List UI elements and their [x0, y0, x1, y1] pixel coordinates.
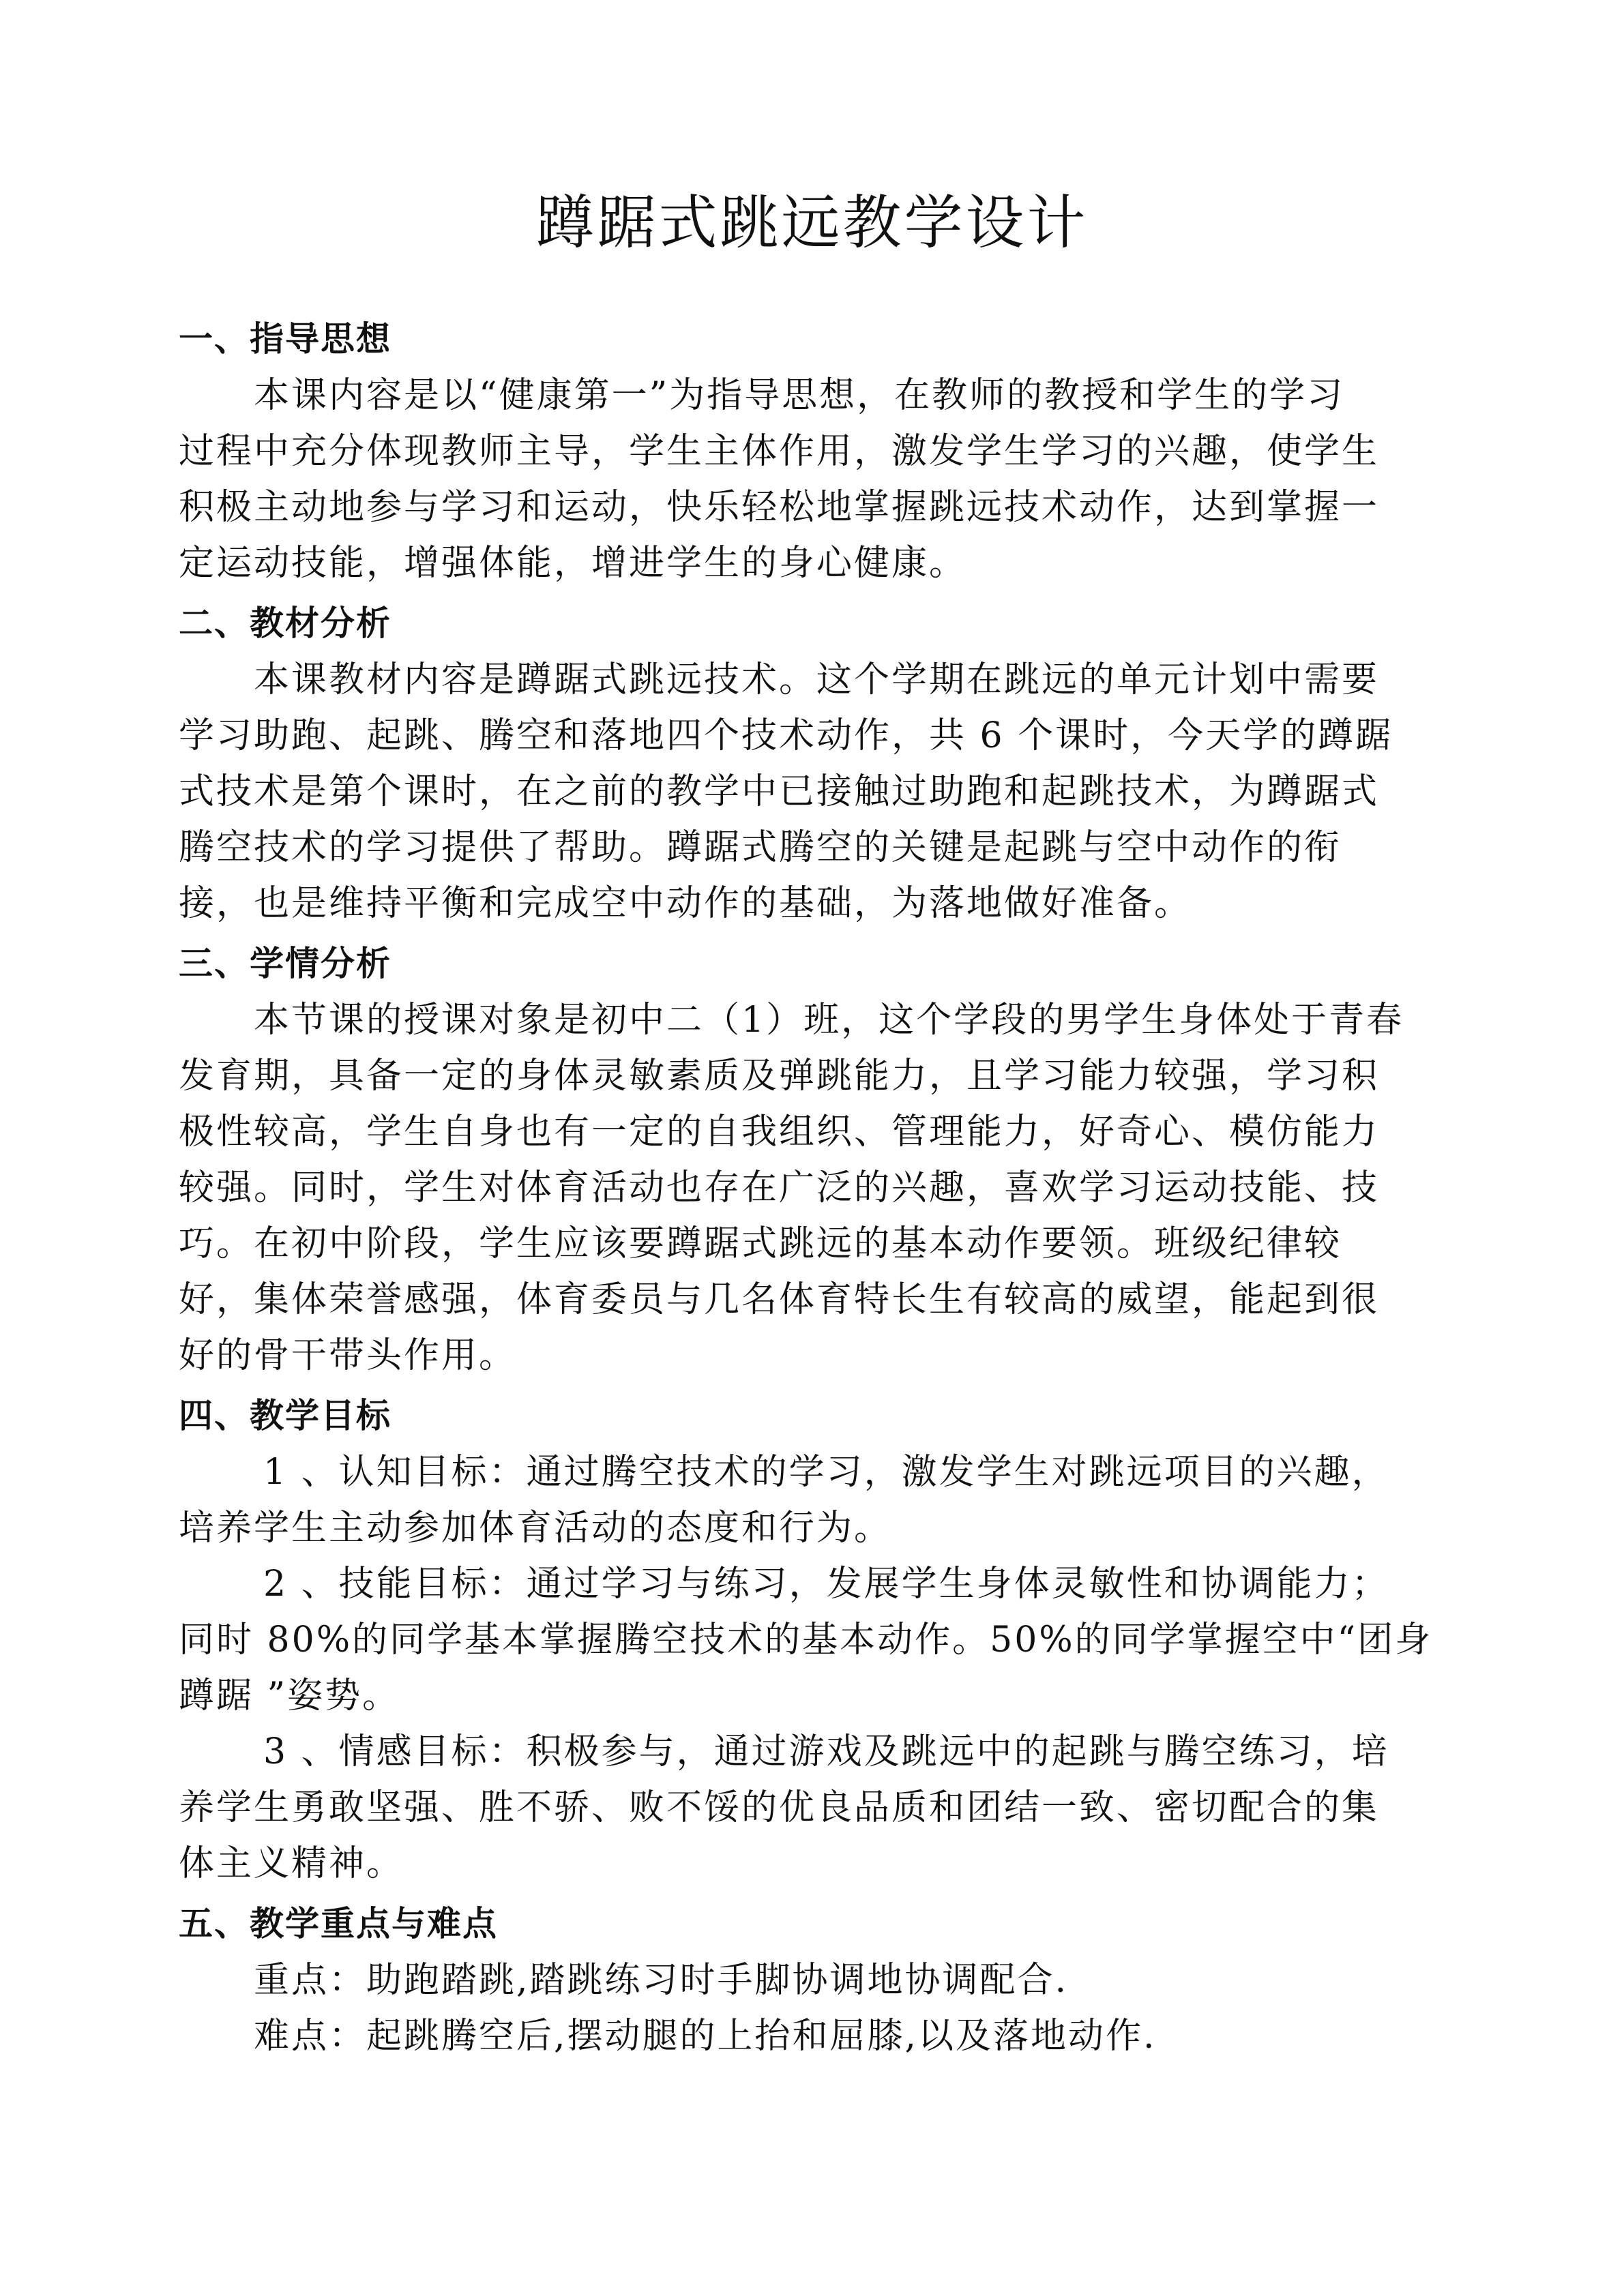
- paragraph-line: 巧。在初中阶段，学生应该要蹲踞式跳远的基本动作要领。班级纪律较: [179, 1223, 1342, 1264]
- paragraph-line: 体主义精神。: [179, 1843, 404, 1884]
- key-point-line: 重点：助跑踏跳,踏跳练习时手脚协调地协调配合.: [254, 1960, 1069, 2001]
- objective-line: 2 、技能目标：通过学习与练习，发展学生身体灵敏性和协调能力；: [263, 1564, 1389, 1605]
- paragraph-line: 式技术是第个课时，在之前的教学中已接触过助跑和起跳技术，为蹲踞式: [179, 771, 1380, 812]
- paragraph-line: 养学生勇敢坚强、胜不骄、败不馁的优良品质和团结一致、密切配合的集: [179, 1787, 1380, 1828]
- paragraph-line: 同时 80%的同学基本掌握腾空技术的基本动作。50%的同学掌握空中“团身: [179, 1620, 1433, 1660]
- paragraph-line: 蹲踞 ”姿势。: [179, 1675, 400, 1716]
- section-heading-guiding-ideology: 一、指导思想: [179, 319, 392, 359]
- section-heading-student-analysis: 三、学情分析: [179, 944, 392, 983]
- paragraph-line: 本节课的授课对象是初中二（1）班，这个学段的男学生身体处于青春: [254, 1000, 1404, 1041]
- objective-line: 1 、认知目标：通过腾空技术的学习，激发学生对跳远项目的兴趣，: [263, 1452, 1389, 1493]
- paragraph-line: 学习助跑、起跳、腾空和落地四个技术动作，共 6 个课时，今天学的蹲踞: [179, 715, 1393, 756]
- paragraph-line: 好，集体荣誉感强，体育委员与几名体育特长生有较高的威望，能起到很: [179, 1279, 1380, 1320]
- paragraph-line: 接，也是维持平衡和完成空中动作的基础，为落地做好准备。: [179, 883, 1192, 924]
- paragraph-line: 较强。同时，学生对体育活动也存在广泛的兴趣，喜欢学习运动技能、技: [179, 1167, 1380, 1208]
- paragraph-line: 发育期，具备一定的身体灵敏素质及弹跳能力，且学习能力较强，学习积: [179, 1056, 1380, 1097]
- paragraph-line: 本课教材内容是蹲踞式跳远技术。这个学期在跳远的单元计划中需要: [254, 659, 1380, 700]
- objective-line: 3 、情感目标：积极参与，通过游戏及跳远中的起跳与腾空练习，培: [263, 1731, 1389, 1772]
- paragraph-line: 定运动技能，增强体能，增进学生的身心健康。: [179, 543, 967, 584]
- section-heading-teaching-objectives: 四、教学目标: [179, 1396, 392, 1435]
- paragraph-line: 积极主动地参与学习和运动，快乐轻松地掌握跳远技术动作，达到掌握一: [179, 487, 1380, 528]
- paragraph-line: 好的骨干带头作用。: [179, 1335, 517, 1376]
- paragraph-line: 过程中充分体现教师主导，学生主体作用，激发学生学习的兴趣，使学生: [179, 431, 1380, 472]
- section-heading-key-points-difficulties: 五、教学重点与难点: [179, 1904, 498, 1943]
- paragraph-line: 极性较高，学生自身也有一定的自我组织、管理能力，好奇心、模仿能力: [179, 1112, 1380, 1152]
- paragraph-line: 本课内容是以“健康第一”为指导思想，在教师的教授和学生的学习: [254, 375, 1345, 416]
- section-heading-material-analysis: 二、教材分析: [179, 603, 392, 643]
- document-title: 蹲踞式跳远教学设计: [535, 189, 1089, 257]
- paragraph-line: 腾空技术的学习提供了帮助。蹲踞式腾空的关键是起跳与空中动作的衔: [179, 827, 1342, 868]
- difficulty-line: 难点：起跳腾空后,摆动腿的上抬和屈膝,以及落地动作.: [254, 2016, 1157, 2057]
- paragraph-line: 培养学生主动参加体育活动的态度和行为。: [179, 1508, 892, 1549]
